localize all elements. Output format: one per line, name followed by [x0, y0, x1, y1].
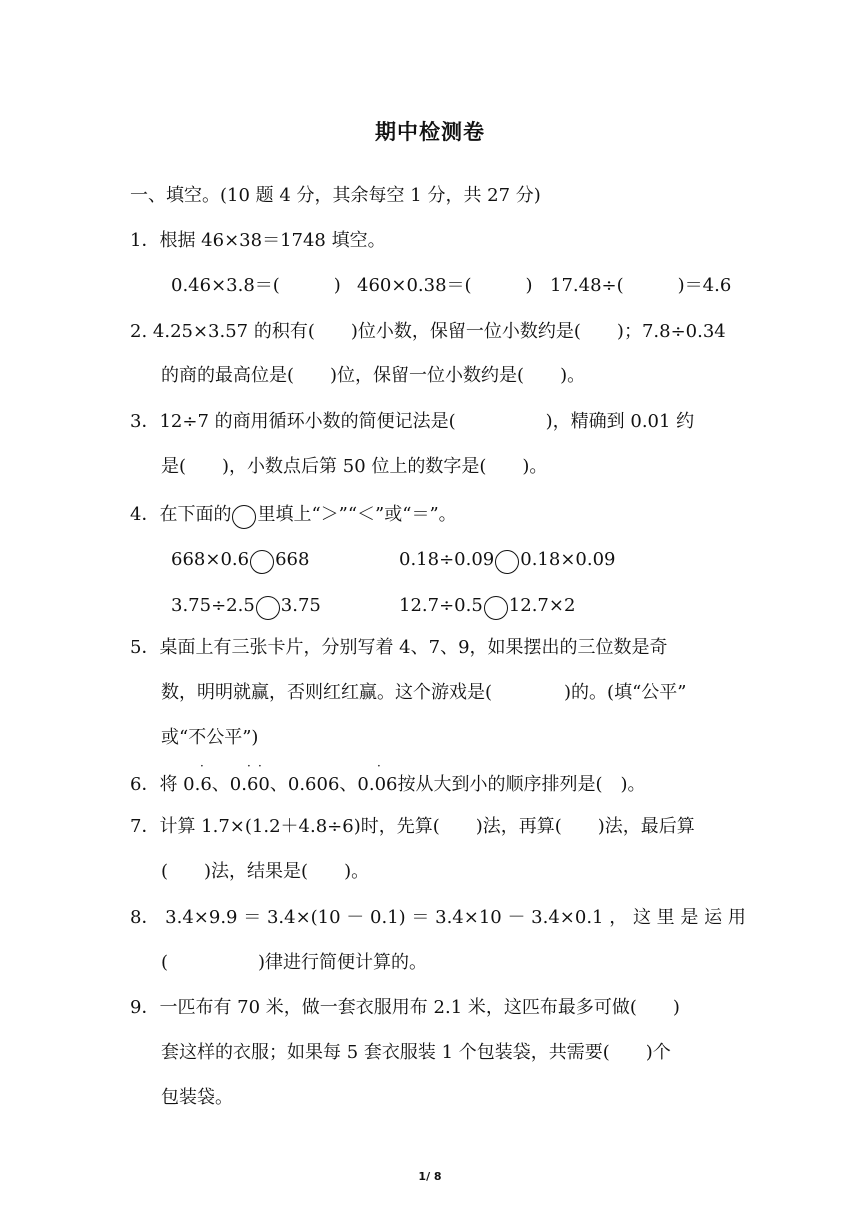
q4-item-3-left: 3.75÷2.5: [171, 595, 255, 616]
compare-circle-2[interactable]: [495, 550, 519, 574]
q5-line-3: 或“不公平”): [161, 727, 259, 748]
q4-item-1-left: 668×0.6: [171, 549, 250, 570]
q8-line-2: ( )律进行简便计算的。: [161, 952, 428, 973]
q4-item-3: [171, 594, 321, 620]
q6-pre: 6．将 0.6、0.60、0.606、0.0: [130, 774, 387, 795]
page-title: 期中检测卷: [375, 120, 485, 144]
q4-item-4-left: 12.7÷0.5: [399, 595, 483, 616]
q4-stem: [130, 503, 457, 529]
repeating-dot: ·: [377, 759, 381, 773]
section-heading: 一、填空。(10 题 4 分，其余每空 1 分，共 27 分): [130, 185, 541, 206]
q4-item-1-right: 668: [275, 549, 310, 570]
repeating-dot: ·: [247, 759, 251, 773]
q4-item-2: [399, 548, 616, 574]
q1-stem: 1．根据 46×38＝1748 填空。: [130, 230, 386, 251]
compare-circle-3[interactable]: [256, 596, 280, 620]
q7-line-2: ( )法，结果是( )。: [161, 861, 370, 882]
q4-stem-post: 里填上“＞”“＜”或“＝”。: [257, 504, 457, 525]
q1-blank-b: 460×0.38＝( ): [357, 275, 533, 296]
q4-item-1: [171, 548, 309, 574]
q4-item-4: [399, 594, 575, 620]
q9-line-1: 9．一匹布有 70 米，做一套衣服用布 2.1 米，这匹布最多可做( ): [130, 997, 680, 1018]
circle-icon: [232, 505, 256, 529]
q4-item-4-right: 12.7×2: [508, 595, 576, 616]
q4-stem-pre: 4．在下面的: [130, 504, 232, 525]
q2-line-1: 2. 4.25×3.57 的积有( )位小数，保留一位小数约是( )；7.8÷0.34: [130, 321, 726, 342]
q9-line-2: 套这样的衣服；如果每 5 套衣服装 1 个包装袋，共需要( )个: [161, 1042, 671, 1063]
q6-line: [130, 773, 646, 797]
q3-line-1: 3．12÷7 的商用循环小数的简便记法是( )，精确到 0.01 约: [130, 411, 695, 432]
q1-blank-a: 0.46×3.8＝( ): [171, 275, 341, 296]
q5-line-2: 数，明明就赢，否则红红赢。这个游戏是( )的。(填“公平”: [161, 682, 687, 703]
q1-blank-c: 17.48÷( )＝4.6: [550, 275, 732, 296]
q2-line-2: 的商的最高位是( )位，保留一位小数约是( )。: [161, 365, 586, 386]
compare-circle-1[interactable]: [250, 550, 274, 574]
q4-item-2-left: 0.18÷0.09: [399, 549, 495, 570]
q5-line-1: 5．桌面上有三张卡片，分别写着 4、7、9，如果摆出的三位数是奇: [130, 637, 668, 658]
q3-line-2: 是( )，小数点后第 50 位上的数字是( )。: [161, 456, 548, 477]
compare-circle-4[interactable]: [484, 596, 508, 620]
q6-post: 6按从大到小的顺序排列是( )。: [386, 774, 646, 795]
q7-line-1: 7．计算 1.7×(1.2＋4.8÷6)时，先算( )法，再算( )法，最后算: [130, 816, 695, 837]
q9-line-3: 包装袋。: [161, 1087, 233, 1108]
page-number: 1/ 8: [418, 1170, 442, 1183]
repeating-dot: ·: [258, 759, 262, 773]
q8-line-1: 8． 3.4×9.9 ＝ 3.4×(10 － 0.1) ＝ 3.4×10 － 3.4×0.1 ， 这 里 是 运 用: [130, 907, 746, 928]
q4-item-3-right: 3.75: [280, 595, 321, 616]
q4-item-2-right: 0.18×0.09: [520, 549, 616, 570]
repeating-dot: ·: [200, 759, 204, 773]
